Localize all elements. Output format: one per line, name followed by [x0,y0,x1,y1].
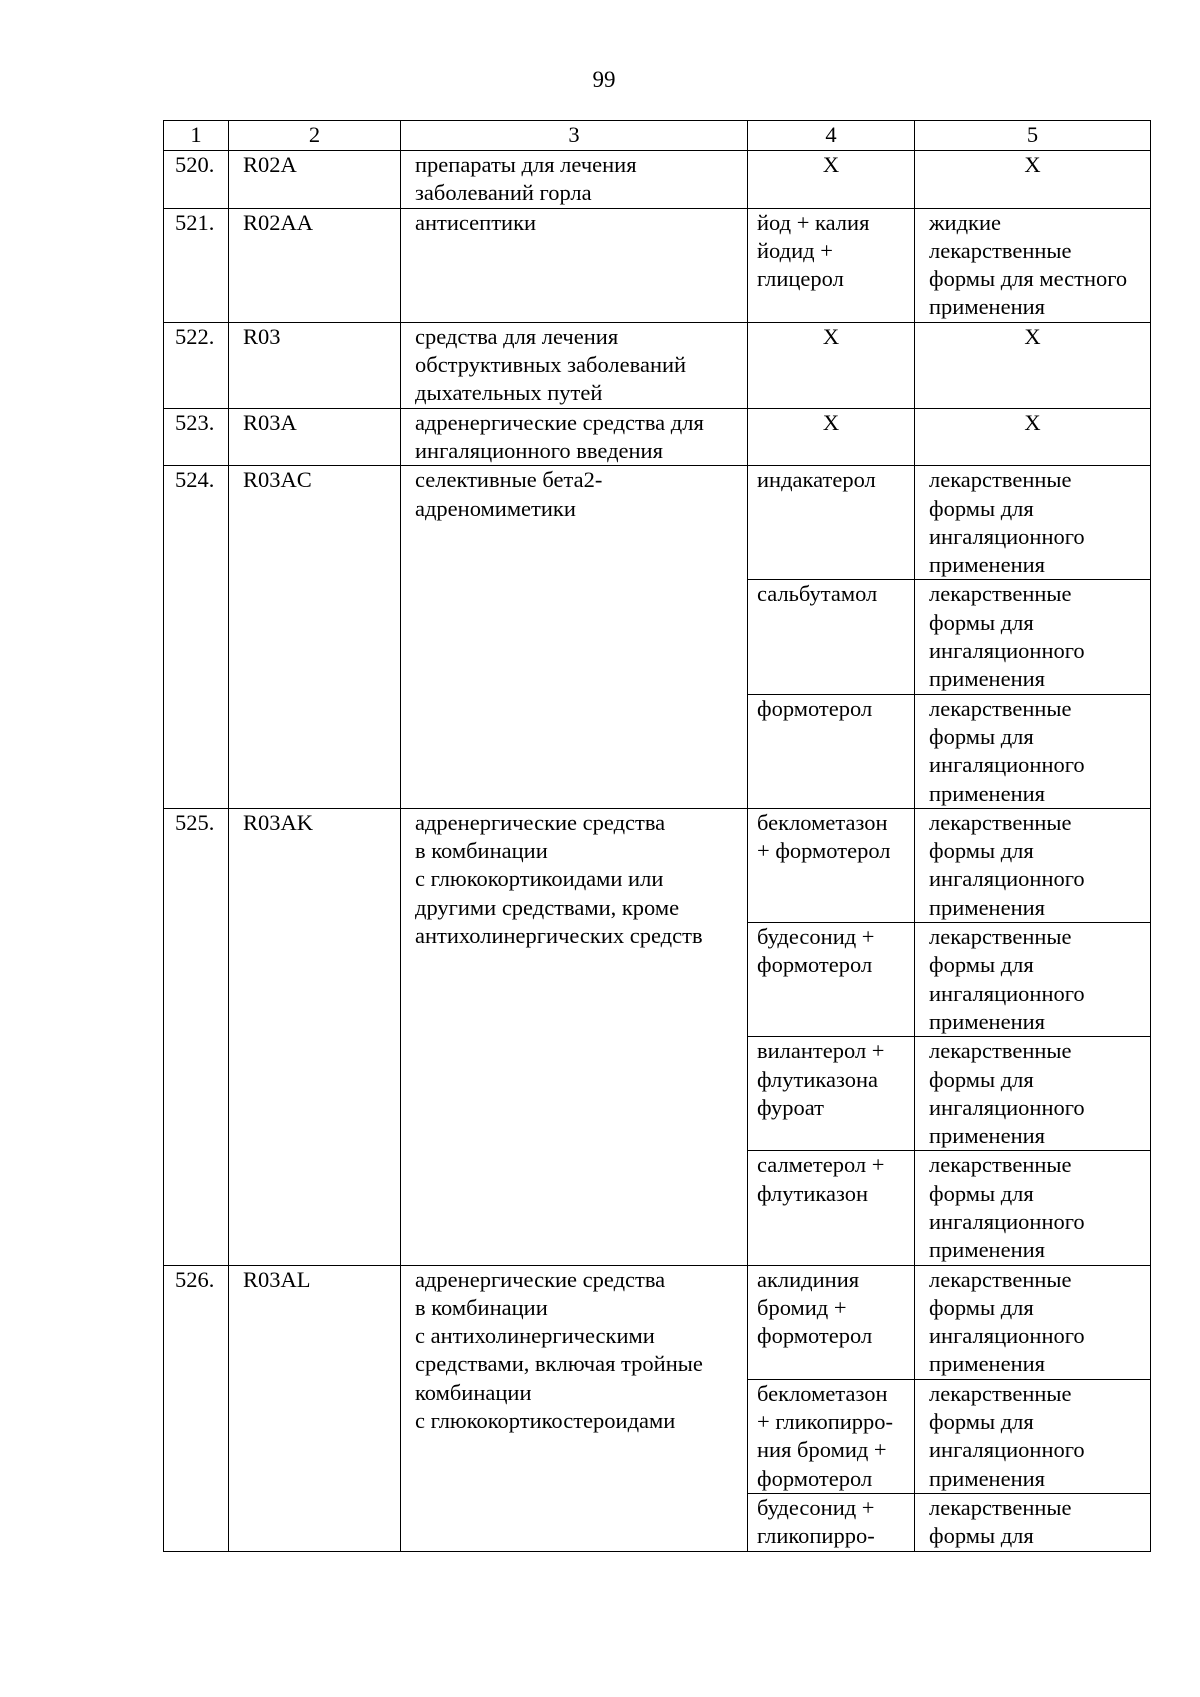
cell-line: применения [929,666,1046,692]
row-number: 521. [164,208,229,322]
header-col-1: 1 [164,121,229,151]
atc-group-name [401,1265,748,1551]
cell-line: йодид + [757,237,833,263]
dosage-form [915,694,1151,808]
cell-line: беклометазон [757,809,888,835]
dosage-form [915,1265,1151,1379]
dosage-form [915,1379,1151,1493]
cell-line: ния бромид + [757,1437,887,1463]
cell-line: формы для [929,838,1034,864]
cell-line: гликопирро- [757,1523,875,1549]
row-number: 525. [164,808,229,1265]
table-row [164,208,1151,322]
cell-line: средствами, включая тройные [415,1351,703,1377]
row-number: 522. [164,322,229,408]
page-number: 99 [592,67,616,92]
cell-line: фуроат [757,1094,825,1120]
cell-line: флутиказон [757,1180,868,1206]
cell-line: в комбинации [415,838,548,864]
cell-line: адреномиметики [415,495,576,521]
cell-line: лекарственные [929,237,1072,263]
cell-line: салметерол + [757,1152,885,1178]
dosage-form [915,1151,1151,1265]
row-number: 526. [164,1265,229,1551]
cell-line: ингаляционного [929,1437,1085,1463]
cell-line: будесонид + [757,924,875,950]
row-number: 520. [164,151,229,209]
medicine-name [748,923,915,1037]
cell-line: дыхательных путей [415,380,603,406]
dosage-form [915,322,1151,408]
cell-line: лекарственные [929,1266,1072,1292]
cell-line: аклидиния [757,1266,860,1292]
header-col-4: 4 [748,121,915,151]
cell-line: ингаляционного [929,1094,1085,1120]
cell-line: лекарственные [929,1038,1072,1064]
cell-line: йод + калия [757,209,870,235]
atc-group-name [401,151,748,209]
cell-line: формотерол [757,695,873,721]
medicine-name [748,1151,915,1265]
cell-line: + гликопирро- [757,1409,894,1435]
cell-line: бромид + [757,1294,847,1320]
cell-line: глицерол [757,266,844,292]
atc-group-name [401,408,748,466]
atc-code: R03AK [229,808,401,1265]
medicine-name [748,151,915,209]
cell-line: применения [929,1008,1046,1034]
header-row [164,121,1151,151]
atc-code: R03A [229,408,401,466]
medicine-name [748,1379,915,1493]
cell-line: применения [929,1465,1046,1491]
cell-line: формотерол [757,952,873,978]
atc-code: R02A [229,151,401,209]
cell-line: формы для [929,1409,1034,1435]
cell-line: применения [929,552,1046,578]
dosage-form [915,151,1151,209]
cell-line: формы для [929,1294,1034,1320]
cell-line: средства для лечения [415,323,619,349]
cell-line: другими средствами, кроме [415,894,680,920]
dosage-form [915,208,1151,322]
cell-line: формы для [929,1523,1034,1549]
cell-line: применения [929,780,1046,806]
dosage-form [915,1493,1151,1551]
atc-group-name [401,808,748,1265]
cell-line: ингаляционного [929,1323,1085,1349]
cell-line: лекарственные [929,1152,1072,1178]
cell-line: обструктивных заболеваний [415,352,687,378]
cell-line: адренергические средства [415,1266,666,1292]
atc-group-name [401,322,748,408]
cell-line: вилантерол + [757,1038,885,1064]
header-col-2: 2 [229,121,401,151]
dosage-form [915,808,1151,922]
header-col-3: 3 [401,121,748,151]
cell-line: флутиказона [757,1066,878,1092]
row-number: 524. [164,466,229,809]
cell-line: жидкие [929,209,1001,235]
cell-line: заболеваний горла [415,180,592,206]
medicine-name [748,580,915,694]
medicine-name [748,694,915,808]
cell-line: применения [929,1237,1046,1263]
cell-line: ингаляционного [929,638,1085,664]
medicine-name [748,1037,915,1151]
medicine-name [748,1265,915,1379]
cell-line: лекарственные [929,924,1072,950]
cell-line: формы для [929,495,1034,521]
atc-code: R02AA [229,208,401,322]
dosage-form [915,1037,1151,1151]
cell-line: X [1024,323,1041,349]
cell-line: лекарственные [929,1494,1072,1520]
medicine-name [748,408,915,466]
cell-line: ингаляционного [929,980,1085,1006]
dosage-form [915,408,1151,466]
cell-line: ингаляционного [929,866,1085,892]
header-col-5: 5 [915,121,1151,151]
cell-line: ингаляционного введения [415,437,663,463]
cell-line: формы для [929,952,1034,978]
cell-line: X [822,152,840,177]
cell-line: применения [929,1351,1046,1377]
medicine-name [748,466,915,580]
cell-line: беклометазон [757,1380,888,1406]
cell-line: адренергические средства для [415,409,704,435]
cell-line: применения [929,1123,1046,1149]
cell-line: X [822,323,840,349]
cell-line: с антихолинергическими [415,1323,655,1349]
cell-line: будесонид + [757,1494,875,1520]
drug-table [163,120,1151,1552]
dosage-form [915,923,1151,1037]
table-row [164,408,1151,466]
cell-line: антихолинергических средств [415,923,703,949]
cell-line: применения [929,294,1046,320]
medicine-name [748,322,915,408]
cell-line: ингаляционного [929,523,1085,549]
atc-group-name [401,208,748,322]
atc-code: R03 [229,322,401,408]
cell-line: индакатерол [757,467,876,493]
cell-line: X [1024,409,1041,435]
cell-line: адренергические средства [415,809,666,835]
cell-line: формы для [929,723,1034,749]
cell-line: + формотерол [757,838,891,864]
cell-line: комбинации [415,1379,532,1405]
medicine-name [748,208,915,322]
table-row [164,151,1151,209]
cell-line: формы для [929,1180,1034,1206]
cell-line: сальбутамол [757,581,878,607]
dosage-form [915,466,1151,580]
cell-line: ингаляционного [929,1208,1085,1234]
table-row [164,1265,1151,1379]
cell-line: лекарственные [929,695,1072,721]
cell-line: формы для [929,1066,1034,1092]
cell-line: лекарственные [929,467,1072,493]
cell-line: селективные бета2- [415,467,603,493]
cell-line: ингаляционного [929,752,1085,778]
atc-code: R03AC [229,466,401,809]
medicine-name [748,808,915,922]
cell-line: применения [929,894,1046,920]
table-row [164,808,1151,922]
dosage-form [915,580,1151,694]
table-row [164,322,1151,408]
cell-line: лекарственные [929,809,1072,835]
atc-code: R03AL [229,1265,401,1551]
cell-line: препараты для лечения [415,152,637,177]
cell-line: с глюкокортикостероидами [415,1408,676,1434]
cell-line: лекарственные [929,1380,1072,1406]
cell-line: формотерол [757,1323,873,1349]
cell-line: с глюкокортикоидами или [415,866,664,892]
row-number: 523. [164,408,229,466]
cell-line: в комбинации [415,1294,548,1320]
cell-line: X [822,409,840,435]
cell-line: X [1024,152,1041,177]
cell-line: формы для [929,609,1034,635]
medicine-name [748,1493,915,1551]
cell-line: лекарственные [929,581,1072,607]
table-row [164,466,1151,580]
atc-group-name [401,466,748,809]
cell-line: формотерол [757,1465,873,1491]
cell-line: формы для местного [929,266,1128,292]
cell-line: антисептики [415,209,537,235]
